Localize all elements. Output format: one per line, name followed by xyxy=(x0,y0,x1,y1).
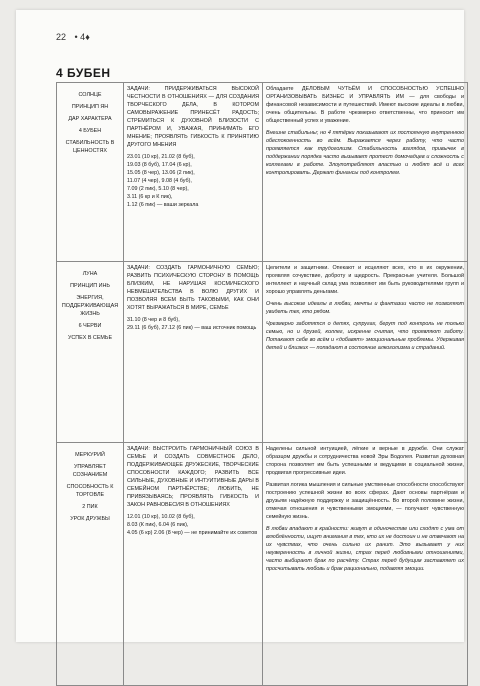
card-label: 2 ПИК xyxy=(82,504,98,510)
planet-column xyxy=(57,83,124,262)
quality-label: СПОСОБНОСТЬ К ТОРГОВЛЕ xyxy=(66,484,114,498)
dates-line: 8.03 (К пик), 6.04 (6 пик), xyxy=(127,522,189,528)
description-column xyxy=(263,262,468,443)
lesson-label: УРОК ДРУЖБЫ xyxy=(70,516,110,522)
task-text: ЗАДАЧИ: ПРИДЕРЖИВАТЬСЯ ВЫСОКОЙ ЧЕСТНОСТИ В ОТНОШЕНИЯХ — ДЛЯ СОЗДАНИЯ ТВОРЧЕСКОГО ДЕЛА, В КОТОРОМ САМОВЫРАЖЕНИЕ ПРИНЕСЁТ РАДОСТЬ; СТРЕМИТЬСЯ К ДУХОВНОЙ БЛИЗОСТИ С ПАРТНЁРОМ И, УВАЖАЯ, ПРИНИМАТЬ ЕГО МНЕНИЕ; ПРОЯВЛЯТЬ ГИБКОСТЬ К ПРИНЯТИЮ ДРУГОГО МНЕНИЯ xyxy=(127,86,259,148)
table-row xyxy=(57,262,468,443)
dates-line: 19.03 (8 буб), 17.04 (6 кр), xyxy=(127,162,192,168)
table-row xyxy=(57,443,468,686)
quality-label: ДАР ХАРАКТЕРА xyxy=(68,116,112,122)
principle-label: ПРИНЦИП ИНЬ xyxy=(70,283,110,289)
description-column xyxy=(263,443,468,686)
dates-line: 3.11 (6 кр и К пик), xyxy=(127,194,173,200)
card-table xyxy=(56,82,468,686)
principle-label: УПРАВЛЯЕТ СОЗНАНИЕМ xyxy=(72,464,108,478)
dates-line: 31.10 (8 чер и 8 буб), xyxy=(127,317,180,323)
task-text: ЗАДАЧИ: ВЫСТРОИТЬ ГАРМОНИЧНЫЙ СОЮЗ В СЕМЬЕ И СОЗДАТЬ СОВМЕСТНОЕ ДЕЛО, ПОДДЕРЖИВАЮЩЕЕ ДРУЖЕСКИЕ, ТВОРЧЕСКИЕ СПОСОБНОСТИ КАЖДОГО; РАЗВИТЬ ВСЕ СИЛЬНЫЕ, ДУХОВНЫЕ И ИНТУИТИВНЫЕ ДАРЫ В СЕМЕЙНОМ ПАРТНЁРСТВЕ; ЛЮБИТЬ, НЕ ПРИВЯЗЫВАЯСЬ; ПРОЯВЛЯТЬ ГИБКОСТЬ И ЗАКОН РАВНОВЕСИЯ В ОТНОШЕНИЯХ xyxy=(127,446,259,508)
planet-label: МЕРКУРИЙ xyxy=(75,452,105,458)
card-label: 4 БУБЕН xyxy=(78,128,102,134)
description-paragraph: Чрезмерно заботятся о детях, супругах, берут под контроль не только семью, но и друзей, коллег, искренне считая, что проявляют заботу. Потакают себе во всём и «добавят» эмоциональные проблемы. Удерживая детей и близких — попадают в состояние алкоголизма и страданий. xyxy=(266,321,464,351)
card-label: 6 ЧЕРВИ xyxy=(78,323,102,329)
task-column xyxy=(124,262,263,443)
dates-line: 7.09 (2 пик), 5.10 (8 чер), xyxy=(127,186,189,192)
running-title: • 4♦ xyxy=(74,32,90,42)
planet-label: ЛУНА xyxy=(82,271,98,277)
description-paragraph: Развитая логика мышления и сильные умственные способности способствуют построению успешной жизни во всех сферах. Дают основы партнёрам и друзьям надёжную поддержку и защищённость. Во второй половине жизни, отмечая отношения и чувственными эмоциями, — получают чувственную семейную жизнь. xyxy=(266,482,464,520)
planet-label: СОЛНЦЕ xyxy=(78,92,102,98)
description-paragraph: Внешне стабильны; но 4 пятёрки показывают их постоянную внутреннюю обеспокоенность во всём. Выражается через работу, что часто проявляется как трудоголизм. Стабильность взглядов, привычек в поддержании порядка часто вызывает протест домочадцев и сложность с коллегами в работе. Злоупотребляют властью и любят всё и всех контролировать. Держат финансы под контролем. xyxy=(266,130,464,176)
description-paragraph: Наделены сильной интуицией, лёгкие и верные в дружбе. Они служат образцом дружбы и сотрудничества новой Эры Водолея. Развитая духовная сторона позволяет им быть успешными и ведущими в социальной жизни, продвигая прогрессивные идеи. xyxy=(266,446,464,476)
page-number: 22 xyxy=(56,32,67,42)
dates-line: 12.01 (10 кр), 10.02 (8 буб), xyxy=(127,514,195,520)
description-paragraph: Очень высокие идеалы в любви, мечты и фантазии часто не позволяют увидеть тех, кто рядом. xyxy=(266,301,464,315)
lesson-label: СТАБИЛЬНОСТЬ В ЦЕННОСТЯХ xyxy=(65,140,115,154)
task-column xyxy=(124,443,263,686)
book-page xyxy=(16,10,464,642)
table-row xyxy=(57,83,468,262)
task-text: ЗАДАЧИ: СОЗДАТЬ ГАРМОНИЧНУЮ СЕМЬЮ; РАЗВИТЬ ПСИХИЧЕСКУЮ СТОРОНУ В ПОМОЩЬ БЛИЗКИМ, НЕ НАРУШАЯ КОСМИЧЕСКОГО НЕВМЕШАТЕЛЬСТВА В ВОЛЮ ДРУГИХ И ПОЗВОЛЯЯ ВСЕМ БЫТЬ ТАКОВЫМИ, КАК ОНИ ХОТЯТ ВЫРАЖАТЬСЯ В МИРЕ, СЕМЬЕ xyxy=(127,265,259,311)
dates-line: 29.11 (6 буб), 27.12 (6 пик) — ваш источник помощь xyxy=(127,325,257,331)
planet-column xyxy=(57,262,124,443)
planet-column xyxy=(57,443,124,686)
dates-list xyxy=(127,316,259,332)
dates-list xyxy=(127,153,259,209)
section-title: 4 БУБЕН xyxy=(56,66,111,80)
dates-line: 23.01 (10 кр), 21.02 (8 буб), xyxy=(127,154,195,160)
dates-line: 4.05 (6 кр) 2.06 (8 чер) — не принимайте их советов xyxy=(127,530,258,536)
description-paragraph: Целители и защитники. Опекают и исцеляют всех, кто в их окружении, проявляя сочувствие, доброту и щедрость. Прекрасные учителя. Большой интеллект и научный склад ума позволяют им быть руководителями групп и хорошо управлять деньгами. xyxy=(266,265,464,295)
dates-list xyxy=(127,513,259,537)
dates-line: 1.12 (6 пик) — ваши зеркала xyxy=(127,202,199,208)
dates-line: 15.05 (8 чер), 13.06 (2 пик), xyxy=(127,170,195,176)
dates-line: 11.07 (4 чер), 9.08 (4 буб), xyxy=(127,178,192,184)
task-column xyxy=(124,83,263,262)
page-header xyxy=(56,32,90,42)
description-paragraph: Обладаете ДЕЛОВЫМ ЧУТЬЁМ И СПОСОБНОСТЬЮ УСПЕШНО ОРГАНИЗОВЫВАТЬ БИЗНЕС И УПРАВЛЯТЬ ИМ — для свободы и финансовой независимости и путешествий. Имеют высокие идеалы в любви, очень общительны. В работе чрезмерно ответственны, что приносит им общественный успех и уважение. xyxy=(266,86,464,124)
quality-label: ЭНЕРГИЯ, ПОДДЕРЖИВАЮЩАЯ ЖИЗНЬ xyxy=(61,295,119,317)
lesson-label: УСПЕХ В СЕМЬЕ xyxy=(67,335,113,341)
description-paragraph: В любви впадают в крайности: живут в одиночестве или сходят с ума от влюблённости, ищут внимания в тех, кто их не достоин и не отвечают на их чувствах, что очень сильно их ранит. Это вызывает у них неуверенность в личной жизни, страх перед любовными отношениями, часто выбирают брак по расчёту. Страх перед будущим заставляет их просчитывать любовь и брак рационально, подавляя эмоции. xyxy=(266,526,464,572)
principle-label: ПРИНЦИП ЯН xyxy=(71,104,109,110)
description-column xyxy=(263,83,468,262)
